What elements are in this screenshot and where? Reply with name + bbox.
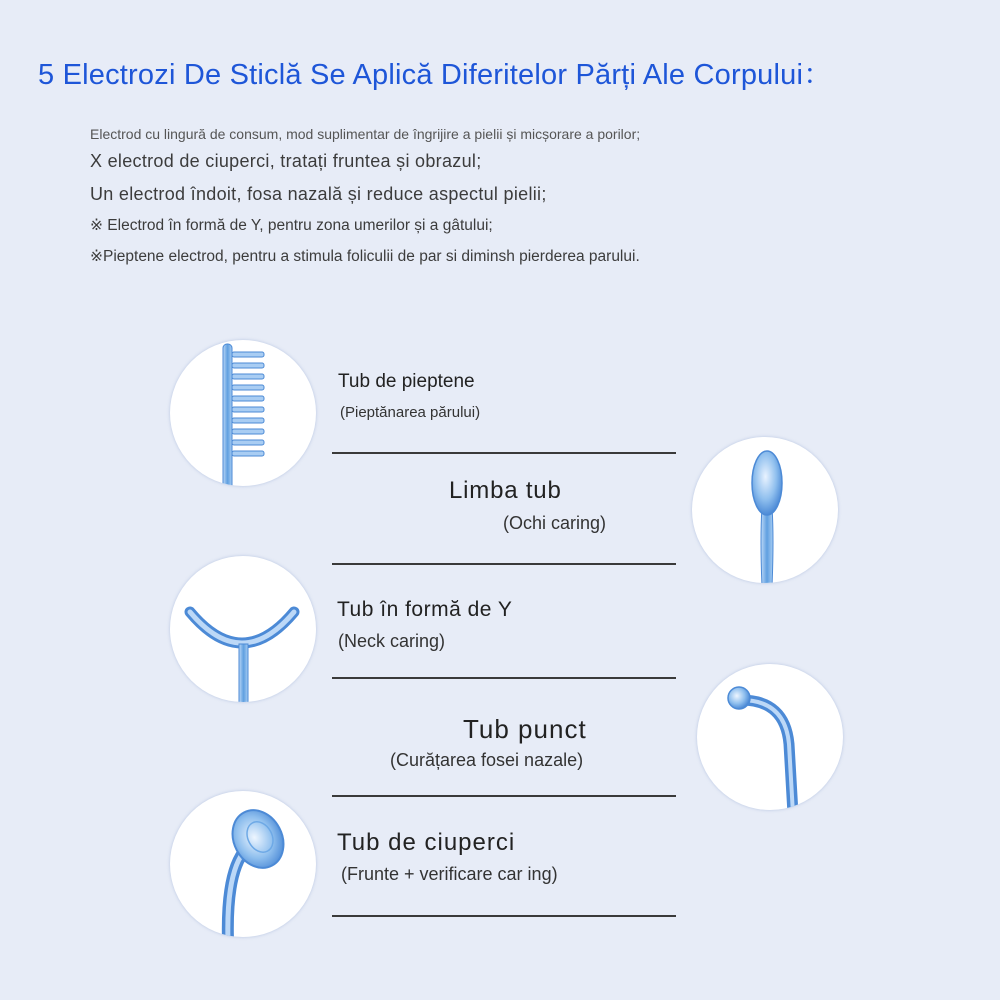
divider: [332, 915, 676, 917]
item-description: (Ochi caring): [503, 513, 607, 533]
intro-line: X electrod de ciuperci, tratați fruntea și obrazul;: [90, 151, 482, 171]
item-description: (Neck caring): [338, 631, 446, 651]
intro-line: Un electrod îndoit, fosa nazală și reduce aspectul pielii;: [90, 184, 547, 204]
divider: [332, 795, 676, 797]
intro-text: [90, 126, 640, 266]
item-description: (Frunte + verificare car ing): [341, 864, 558, 884]
intro-line: ※Pieptene electrod, pentru a stimula foliculii de par si diminsh pierderea parului.: [90, 248, 640, 265]
item-name: Tub în formă de Y: [337, 598, 513, 621]
divider: [332, 452, 676, 454]
divider: [332, 563, 676, 565]
tongue-electrode-icon: [692, 437, 838, 583]
item-name: Limba tub: [449, 477, 562, 504]
item-name: Tub punct: [463, 714, 587, 744]
point-electrode-icon: [697, 664, 843, 810]
page-title: 5 Electrozi De Sticlă Se Aplică Diferitelor Părți Ale Corpului：: [38, 59, 833, 91]
item-description: (Curățarea fosei nazale): [390, 750, 584, 770]
intro-line: ※ Electrod în formă de Y, pentru zona umerilor și a gâtului;: [90, 217, 493, 234]
y-shape-electrode-icon: [170, 556, 316, 702]
divider: [332, 677, 676, 679]
comb-electrode-icon: [170, 340, 316, 486]
item-name: Tub de pieptene: [338, 371, 475, 392]
item-description: (Pieptănarea părului): [340, 404, 481, 421]
mushroom-electrode-icon: [170, 791, 316, 937]
item-name: Tub de ciuperci: [337, 829, 516, 856]
intro-line: Electrod cu lingură de consum, mod suplimentar de îngrijire a pielii și micșorare a porilor;: [90, 126, 641, 142]
